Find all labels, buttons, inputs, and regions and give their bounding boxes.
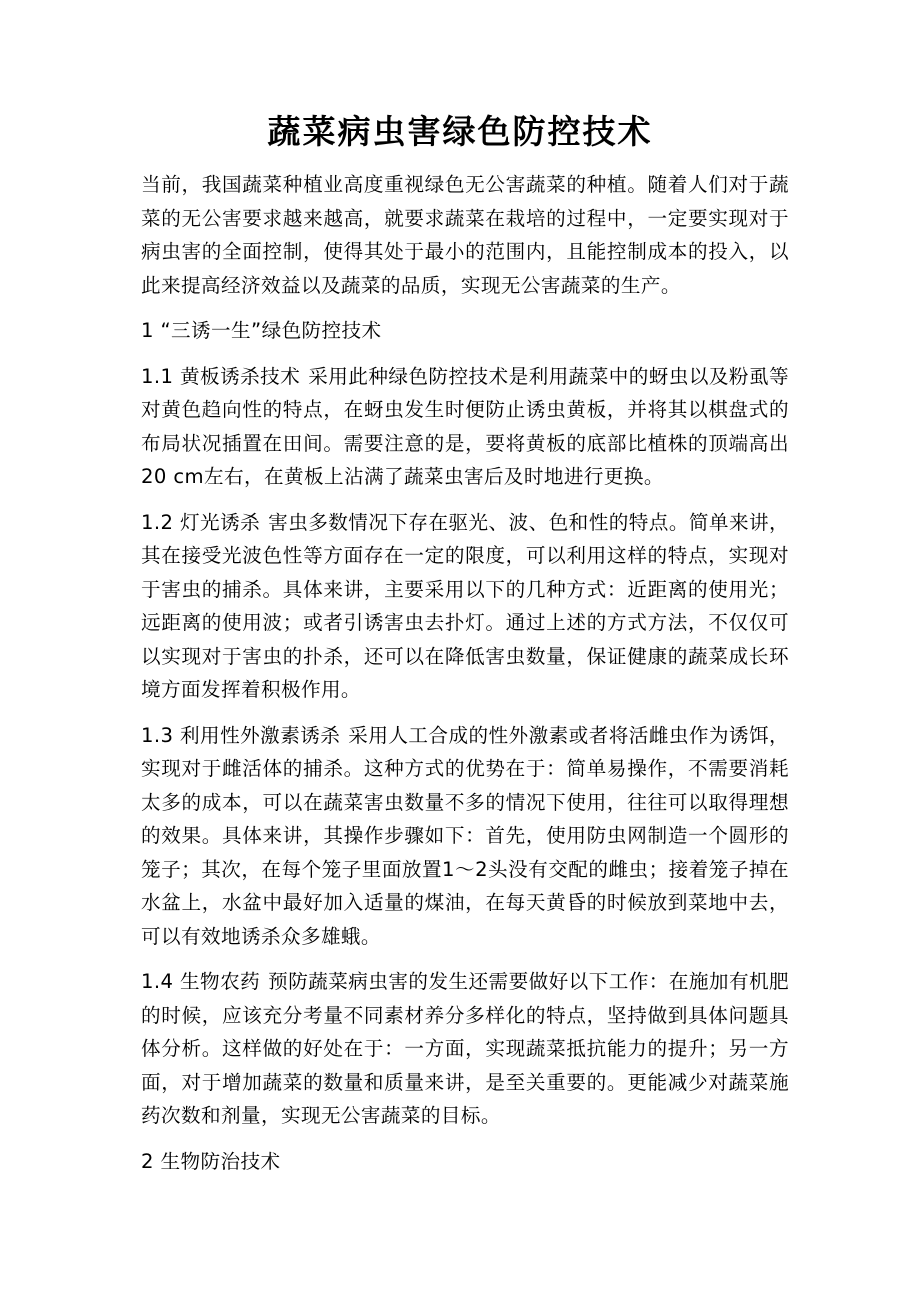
- intro-paragraph: 当前，我国蔬菜种植业高度重视绿色无公害蔬菜的种植。随着人们对于蔬菜的无公害要求越来越高，就要求蔬菜在栽培的过程中，一定要实现对于病虫害的全面控制，使得其处于最小的范围内，且能控制成本的投入，以此来提高经济效益以及蔬菜的品质，实现无公害蔬菜的生产。: [141, 173, 789, 297]
- section-1-4-lead: 1.4 生物农药: [141, 970, 261, 993]
- section-1-4-text: 预防蔬菜病虫害的发生还需要做好以下工作：在施加有机肥的时候，应该充分考量不同素材养分多样化的特点，坚持做到具体问题具体分析。这样做的好处在于：一方面，实现蔬菜抵抗能力的提升；另一方面，对于增加蔬菜的数量和质量来讲，是至关重要的。更能减少对蔬菜施药次数和剂量，实现无公害蔬菜的目标。: [141, 970, 789, 1127]
- section-2-heading: 2 生物防治技术: [141, 1149, 281, 1173]
- section-1-heading: 1 “三诱一生”绿色防控技术: [141, 319, 382, 342]
- section-1-1-paragraph: [141, 360, 789, 494]
- section-1-2-text: 害虫多数情况下存在驱光、波、色和性的特点。简单来讲，其在接受光波色性等方面存在一定的限度，可以利用这样的特点，实现对于害虫的捕杀。具体来讲，主要采用以下的几种方式：近距离的使用光；远距离的使用波；或者引诱害虫去扑灯。通过上述的方式方法，不仅仅可以实现对于害虫的扑杀，还可以在降低害虫数量，保证健康的蔬菜成长环境方面发挥着积极作用。: [141, 510, 789, 701]
- section-1-1-text: 采用此种绿色防控技术是利用蔬菜中的蚜虫以及粉虱等对黄色趋向性的特点，在蚜虫发生时便防止诱虫黄板，并将其以棋盘式的布局状况插置在田间。需要注意的是，要将黄板的底部比植株的顶端高出20 cm左右，在黄板上沾满了蔬菜虫害后及时地进行更换。: [141, 364, 789, 488]
- page-title: 蔬菜病虫害绿色防控技术: [267, 112, 653, 151]
- section-1-4-paragraph: [141, 965, 789, 1133]
- section-1-3-text: 采用人工合成的性外激素或者将活雌虫作为诱饵，实现对于雌活体的捕杀。这种方式的优势在于：简单易操作，不需要消耗太多的成本，可以在蔬菜害虫数量不多的情况下使用，往往可以取得理想的效果。具体来讲，其操作步骤如下：首先，使用防虫网制造一个圆形的笼子；其次，在每个笼子里面放置1～2头没有交配的雌虫；接着笼子掉在水盆上，水盆中最好加入适量的煤油，在每天黄昏的时候放到菜地中去，可以有效地诱杀众多雄蛾。: [141, 723, 789, 948]
- document-body: [141, 168, 789, 1190]
- section-1-3-paragraph: [141, 719, 789, 954]
- section-1-2-paragraph: [141, 506, 789, 707]
- section-1-3-lead: 1.3 利用性外激素诱杀: [141, 723, 341, 747]
- section-1-2-lead: 1.2 灯光诱杀: [141, 510, 261, 534]
- section-1-1-lead: 1.1 黄板诱杀技术: [141, 364, 301, 388]
